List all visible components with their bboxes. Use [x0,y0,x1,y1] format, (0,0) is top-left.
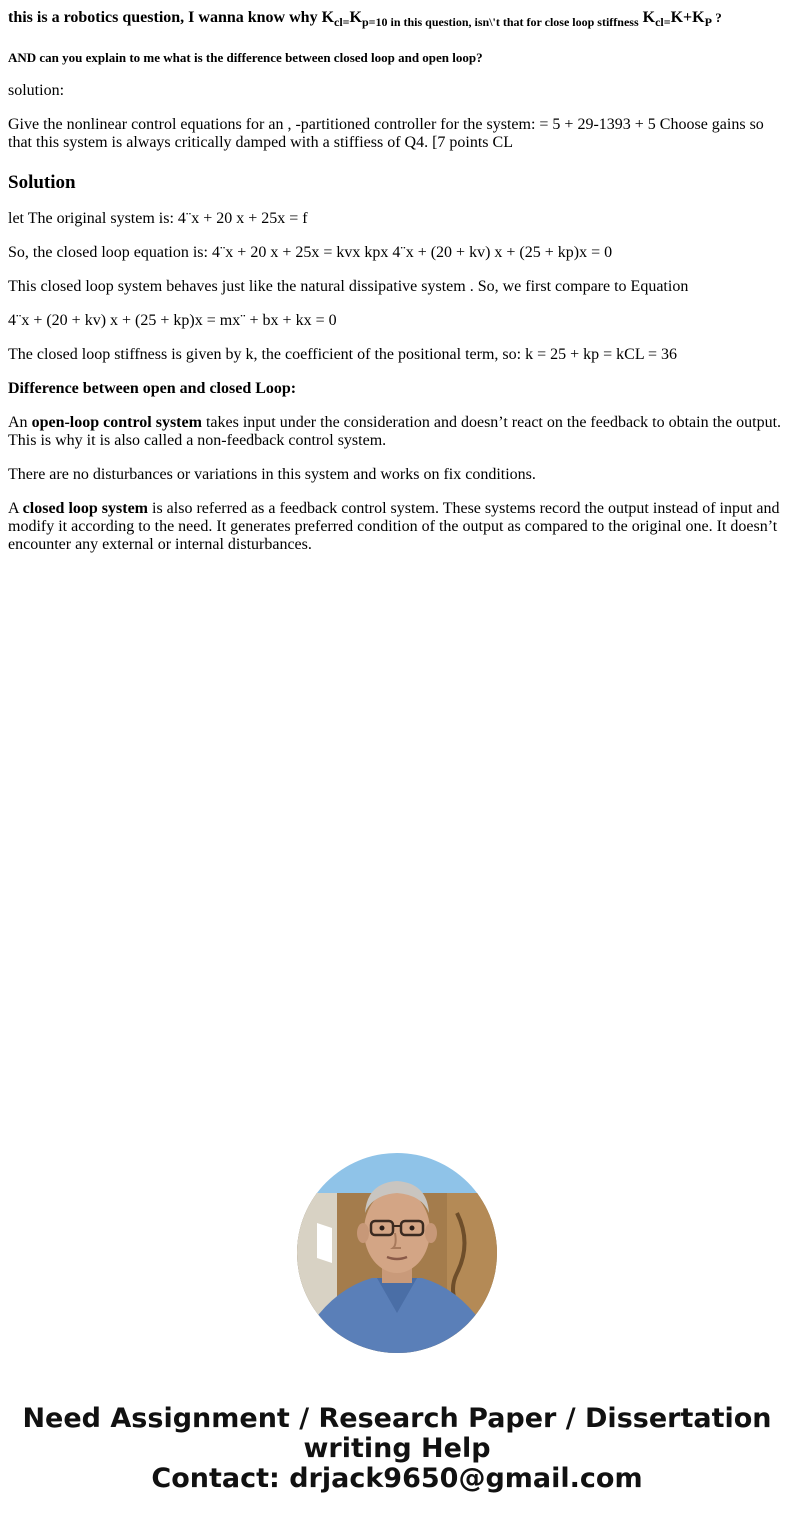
author-avatar [297,1153,497,1353]
promo-line-2: writing Help [303,1433,491,1464]
title-subscript: cl= [655,15,671,30]
paragraph-text: is also referred as a feedback control system. These systems record the output instead of input and modify it according to the need. It generates preferred condition of the output as compared to the original one. It doesn’t encounter any external or internal disturbances. [8,500,780,554]
open-loop-term: open-loop control system [31,414,202,432]
question-subtitle: AND can you explain to me what is the difference between closed loop and open loop? [8,50,483,66]
title-text: this is a robotics question, I wanna know why K [8,9,335,26]
paragraph-text: takes input under the consideration and doesn’t react on the feedback to obtain the output. This is why it is also called a non-feedback control system. [8,414,782,450]
promo-banner [0,1404,794,1494]
paragraph-text: A [8,500,23,518]
title-subscript: P [704,15,712,30]
closed-loop-term: closed loop system [22,500,148,518]
answer-line-3: This closed loop system behaves just like the natural dissipative system . So, we first compare to Equation [8,278,689,296]
document-body [8,0,786,554]
closed-loop-paragraph [8,500,786,554]
answer-line-4: 4¨x + (20 + kv) x + (25 + kp)x = mx¨ + bx + kx = 0 [8,312,337,330]
promo-contact: Contact: drjack9650@gmail.com [151,1463,643,1494]
answer-line-1: let The original system is: 4¨x + 20 x + 25x = f [8,210,308,228]
open-loop-note: There are no disturbances or variations in this system and works on fix conditions. [8,466,536,484]
promo-line-1: Need Assignment / Research Paper / Dissertation [22,1403,772,1434]
title-text: K [349,9,362,26]
title-subscript: p=10 in this question, isn\'t that for close loop stiffness [361,15,639,30]
title-subscript: cl= [334,15,350,30]
answer-line-5: The closed loop stiffness is given by k, the coefficient of the positional term, so: k = 25 + kp = kCL = 36 [8,346,678,364]
solution-label: solution: [8,82,65,100]
difference-heading [8,380,786,398]
title-text: K [638,9,656,26]
problem-text: Give the nonlinear control equations for an , -partitioned controller for the system: = 5 + 29-1393 + 5 Choose gains so that this system is always critically damped with a stiffiess of Q4. [7 points CL [8,116,764,152]
open-loop-paragraph [8,414,786,450]
solution-heading: Solution [8,172,76,194]
answer-line-2: So, the closed loop equation is: 4¨x + 20 x + 25x = kvx kpx 4¨x + (20 + kv) x + (25 + kp)x = 0 [8,244,613,262]
title-text: K+K [670,9,705,26]
paragraph-text: An [8,414,32,432]
difference-heading-text: Difference between open and closed Loop: [8,380,297,398]
title-text: ? [711,10,722,25]
author-portrait [297,1153,497,1353]
question-title [8,8,786,32]
